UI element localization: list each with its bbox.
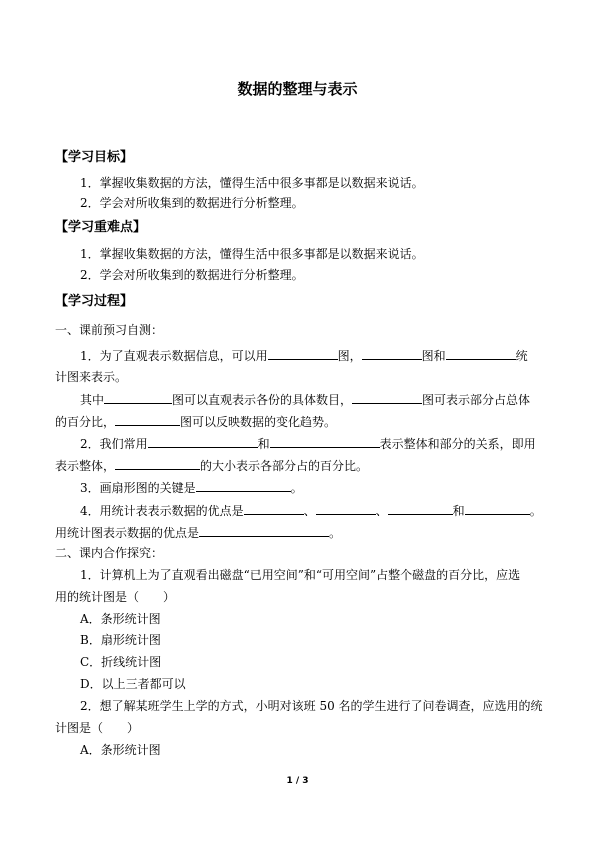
- answer-blank[interactable]: [244, 502, 304, 515]
- question-3: 3．画扇形图的关键是 。: [80, 481, 303, 495]
- explore-question-1-line-2: 用的统计图是（ ）: [55, 590, 176, 604]
- answer-blank[interactable]: [316, 502, 376, 515]
- explore-question-2-line-1: 2．想了解某班学生上学的方式，小明对该班 50 名的学生进行了问卷调查，应选用的统: [80, 699, 543, 713]
- option-b: B．扇形统计图: [80, 633, 161, 647]
- goal-item: 1．掌握收集数据的方法，懂得生活中很多事都是以数据来说话。: [80, 176, 424, 190]
- answer-blank[interactable]: [104, 391, 172, 404]
- answer-blank[interactable]: [115, 457, 200, 470]
- page-title: 数据的整理与表示: [237, 80, 358, 98]
- question-4-line-2: 用统计图表示数据的优点是 。: [55, 526, 342, 540]
- part-heading-explore: 二、课内合作探究：: [55, 546, 164, 560]
- answer-blank[interactable]: [199, 524, 329, 537]
- key-point-item: 1．掌握收集数据的方法，懂得生活中很多事都是以数据来说话。: [80, 247, 424, 261]
- question-1-line-1: 1．为了直观表示数据信息，可以用 图， 图和 统: [80, 349, 528, 363]
- explore-question-1-line-1: 1．计算机上为了直观看出磁盘“已用空间”和“可用空间”占整个磁盘的百分比，应选: [80, 568, 521, 582]
- answer-blank[interactable]: [196, 479, 291, 492]
- question-2-line-1: 2．我们常用 和 表示整体和部分的关系，即用: [80, 437, 536, 451]
- question-1-line-2: 计图来表示。: [55, 370, 128, 384]
- answer-blank[interactable]: [362, 347, 422, 360]
- option-c: C．折线统计图: [80, 655, 162, 669]
- part-heading-preview: 一、课前预习自测：: [55, 323, 164, 337]
- section-heading-key-points: 【学习重难点】: [55, 220, 147, 235]
- answer-blank[interactable]: [352, 391, 422, 404]
- key-point-item: 2．学会对所收集到的数据进行分析整理。: [80, 268, 304, 282]
- question-1b-line-2: 的百分比， 图可以反映数据的变化趋势。: [55, 415, 337, 429]
- option-d: D．以上三者都可以: [80, 677, 186, 691]
- question-1b-line-1: 其中 图可以直观表示各份的具体数目， 图可表示部分占总体: [80, 393, 531, 407]
- section-heading-process: 【学习过程】: [55, 294, 134, 309]
- explore-question-2-line-2: 计图是（ ）: [55, 721, 140, 735]
- section-heading-goals: 【学习目标】: [55, 150, 134, 165]
- answer-blank[interactable]: [465, 502, 530, 515]
- question-2-line-2: 表示整体， 的大小表示各部分占的百分比。: [55, 459, 369, 473]
- answer-blank[interactable]: [270, 435, 380, 448]
- option-a: A．条形统计图: [80, 612, 161, 626]
- answer-blank[interactable]: [115, 413, 180, 426]
- answer-blank[interactable]: [268, 347, 338, 360]
- page-number: 1 / 3: [286, 776, 309, 786]
- question-4-line-1: 4．用统计表表示数据的优点是 、 、 和 。: [80, 504, 542, 518]
- goal-item: 2．学会对所收集到的数据进行分析整理。: [80, 196, 304, 210]
- answer-blank[interactable]: [148, 435, 258, 448]
- answer-blank[interactable]: [388, 502, 453, 515]
- answer-blank[interactable]: [446, 347, 516, 360]
- option-a: A．条形统计图: [80, 743, 161, 757]
